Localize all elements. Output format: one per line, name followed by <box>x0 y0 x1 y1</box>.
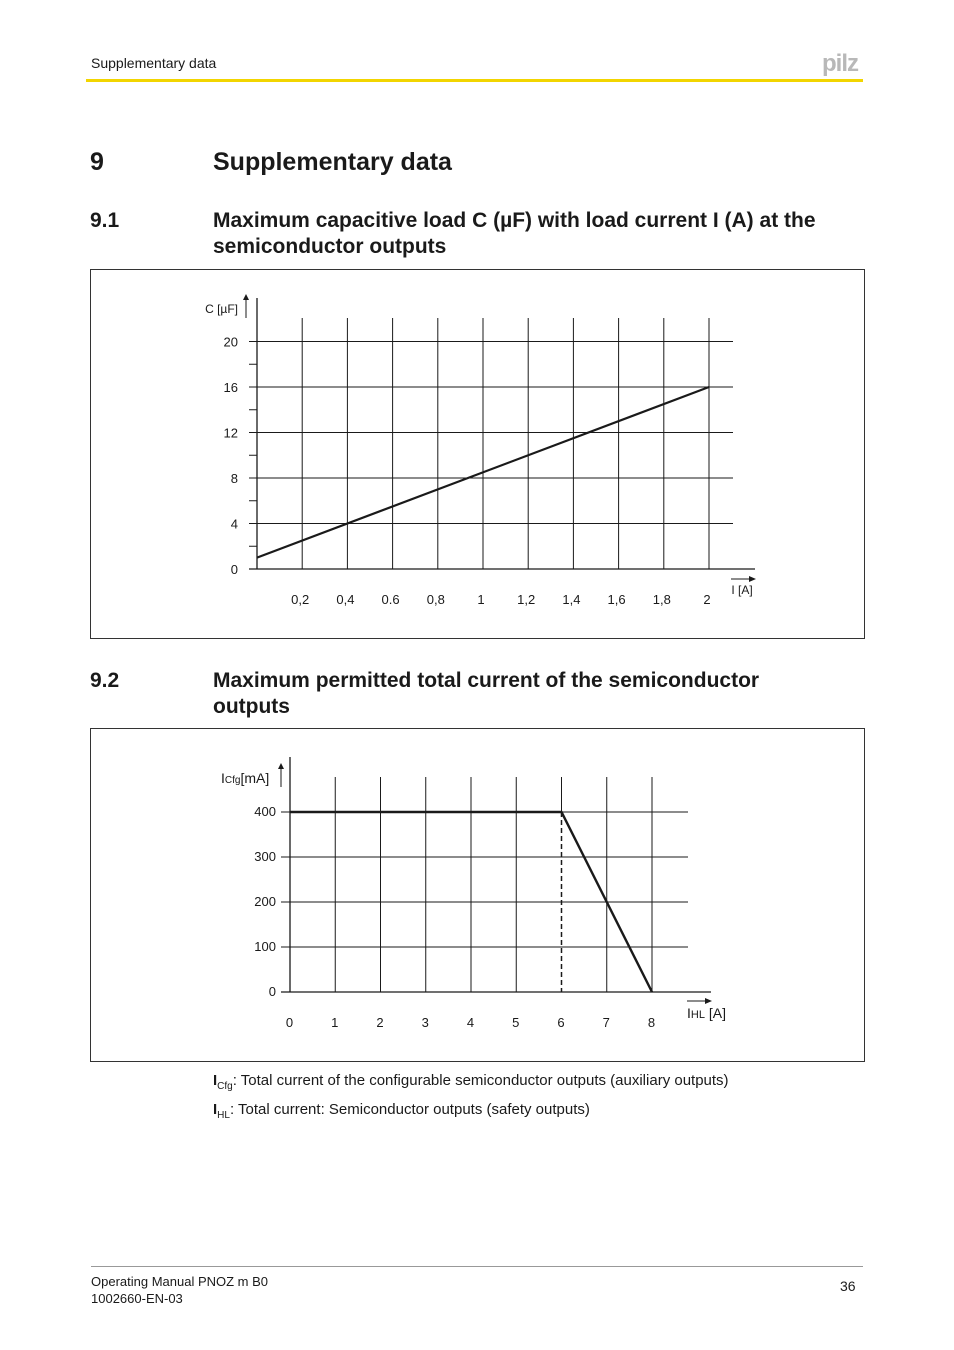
svg-text:pilz: pilz <box>822 50 858 76</box>
x-tick-label: 0,4 <box>336 592 355 607</box>
legend-text: : Total current of the configurable semiconductor outputs (auxiliary outputs) <box>232 1072 729 1089</box>
capacitive-load-chart <box>91 270 864 638</box>
y-axis-label-symbol: I <box>221 770 225 786</box>
x-arrow-head <box>749 576 756 582</box>
y-tick-label: 0 <box>268 984 276 999</box>
y-arrow-head <box>278 763 284 769</box>
y-axis-label: C [µF] <box>205 302 238 316</box>
section-heading-9-2 <box>0 668 954 722</box>
legend-item-ihl <box>213 1101 590 1121</box>
x-tick-label: 3 <box>421 1015 429 1030</box>
legend-symbol-sub: HL <box>217 1110 230 1121</box>
y-tick-label: 4 <box>230 516 238 532</box>
x-tick-label: 1,4 <box>562 592 581 607</box>
x-axis-label-sub: HL <box>690 1009 705 1021</box>
document-number: 1002660-EN-03 <box>91 1291 183 1306</box>
section-title <box>213 668 863 720</box>
section-number: 9.2 <box>90 669 120 692</box>
x-axis-label-unit: [A] <box>704 1005 726 1021</box>
chapter-number: 9 <box>90 148 104 176</box>
section-number: 9.1 <box>90 209 120 232</box>
x-tick-label: 8 <box>647 1015 656 1030</box>
section-title <box>213 208 863 260</box>
legend-symbol-sub: Cfg <box>217 1081 233 1092</box>
y-tick-label: 0 <box>230 562 238 577</box>
chapter-title: Supplementary data <box>213 148 452 176</box>
x-tick-label: 0,2 <box>291 592 310 607</box>
legend-symbol: I <box>213 1101 218 1118</box>
y-arrow-head <box>243 294 249 300</box>
y-tick-label: 16 <box>223 380 238 395</box>
footer-rule <box>91 1266 863 1267</box>
section-title-line2: semiconductor outputs <box>213 235 447 258</box>
y-tick-label: 300 <box>254 849 276 864</box>
x-tick-label: 4 <box>466 1015 475 1030</box>
x-tick-label: 1 <box>331 1015 339 1030</box>
chart-frame-total-current <box>90 728 865 1062</box>
footer-info <box>91 1273 268 1307</box>
x-axis-label <box>687 1005 726 1021</box>
total-current-chart <box>91 729 864 1061</box>
x-tick-label: 0,8 <box>426 592 445 607</box>
x-tick-label: 1,2 <box>517 592 536 607</box>
legend-item-icfg <box>213 1072 729 1092</box>
legend-text: : Total current: Semiconductor outputs (safety outputs) <box>229 1101 590 1118</box>
header-accent-rule <box>86 79 863 82</box>
x-tick-label: 2 <box>703 592 711 607</box>
y-tick-label: 8 <box>230 471 238 486</box>
y-axis-label-sub: Cfg <box>224 775 241 786</box>
page-number: 36 <box>840 1278 856 1294</box>
running-header: Supplementary data <box>91 55 217 71</box>
y-tick-label: 100 <box>254 939 276 954</box>
section-title-line1: Maximum permitted total current of the semiconductor <box>213 669 760 692</box>
legend-symbol: I <box>213 1072 218 1089</box>
x-tick-label: 1 <box>477 592 485 607</box>
y-tick-label: 12 <box>223 425 238 441</box>
pilz-logo <box>822 50 864 76</box>
x-axis-label-symbol: I <box>687 1005 691 1021</box>
y-axis-label <box>221 770 269 786</box>
x-axis-label: I [A] <box>731 583 753 597</box>
y-axis-label-unit: [mA] <box>240 770 270 786</box>
x-tick-label: 1,8 <box>652 592 671 607</box>
x-tick-label: 0 <box>285 1015 294 1030</box>
x-tick-label: 1,6 <box>607 592 626 607</box>
section-title-line2: outputs <box>213 695 290 718</box>
y-tick-label: 200 <box>254 894 276 909</box>
x-arrow-head <box>705 998 712 1004</box>
y-tick-label: 400 <box>254 804 276 819</box>
x-tick-label: 7 <box>602 1015 610 1030</box>
section-title-line1: Maximum capacitive load C (µF) with load current I (A) at the <box>213 209 816 232</box>
y-tick-label: 20 <box>223 334 238 350</box>
x-tick-label: 6 <box>557 1015 565 1030</box>
x-tick-label: 0.6 <box>381 592 400 607</box>
manual-title: Operating Manual PNOZ m B0 <box>91 1274 269 1289</box>
section-heading-9-1 <box>0 208 954 262</box>
x-tick-label: 2 <box>376 1015 384 1030</box>
x-tick-label: 5 <box>512 1015 520 1030</box>
chart-frame-capacitive-load <box>90 269 865 639</box>
